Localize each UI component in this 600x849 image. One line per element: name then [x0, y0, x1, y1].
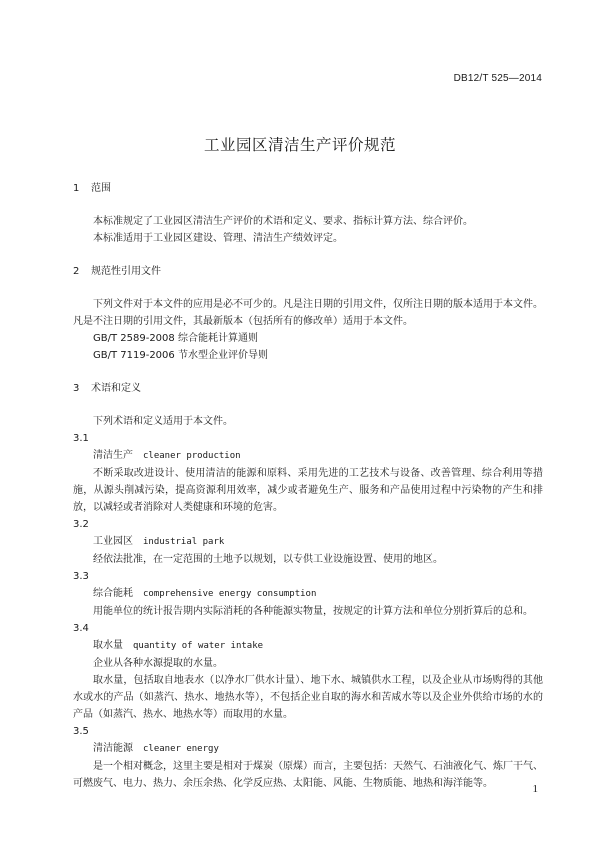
clause-number: 3.3 — [73, 571, 89, 582]
section-heading-terms-definitions — [73, 380, 543, 397]
clause-number: 3.5 — [73, 726, 89, 737]
term-english: comprehensive energy consumption — [143, 589, 317, 599]
term-chinese: 清洁能源 — [93, 743, 133, 754]
term-entry — [73, 637, 543, 655]
term-entry — [73, 447, 543, 465]
paragraph: 下列文件对于本文件的应用是必不可少的。凡是注日期的引用文件，仅所注日期的版本适用于本文件。凡是不注日期的引用文件，其最新版本（包括所有的修改单）适用于本文件。 — [73, 299, 543, 327]
paragraph: 本标准适用于工业园区建设、管理、清洁生产绩效评定。 — [93, 233, 343, 244]
term-definition: 取水量，包括取自地表水（以净水厂供水计量）、地下水、城镇供水工程，以及企业从市场购得的其他水或水的产品（如蒸汽、热水、地热水等），不包括企业自取的海水和苦咸水等以及企业外供给市场的水的产品（如蒸汽、热水、地热水等）而取用的水量。 — [73, 675, 543, 720]
term-entry — [73, 533, 543, 551]
term-chinese: 清洁生产 — [93, 450, 133, 461]
term-english: cleaner production — [143, 451, 241, 461]
reference-item: GB/T 2589-2008 综合能耗计算通则 — [93, 333, 258, 344]
clause-number: 3.2 — [73, 519, 89, 530]
term-definition: 用能单位的统计报告期内实际消耗的各种能源实物量，按规定的计算方法和单位分别折算后的总和。 — [93, 606, 533, 617]
reference-item: GB/T 7119-2006 节水型企业评价导则 — [93, 350, 268, 361]
term-definition: 不断采取改进设计、使用清洁的能源和原料、采用先进的工艺技术与设备、改善管理、综合利用等措施，从源头削减污染，提高资源利用效率，减少或者避免生产、服务和产品使用过程中污染物的产生和排放，以减轻或者消除对人类健康和环境的危害。 — [73, 468, 543, 513]
clause-number: 3.1 — [73, 433, 89, 444]
section-title: 规范性引用文件 — [91, 266, 161, 277]
section-title: 范围 — [91, 183, 111, 194]
document-title: 工业园区清洁生产评价规范 — [203, 136, 396, 154]
term-entry — [73, 585, 543, 603]
section-heading-normative-references — [73, 263, 543, 280]
term-entry — [73, 740, 543, 758]
clause-number: 3.4 — [73, 623, 89, 634]
term-chinese: 综合能耗 — [93, 588, 133, 599]
standard-code: DB12/T 525—2014 — [453, 73, 542, 84]
paragraph: 下列术语和定义适用于本文件。 — [93, 416, 233, 427]
term-english: industrial park — [143, 537, 225, 547]
section-number: 3 — [73, 383, 80, 394]
term-english: cleaner energy — [143, 744, 219, 754]
section-number: 1 — [73, 183, 80, 194]
section-title: 术语和定义 — [91, 383, 141, 394]
term-definition: 企业从各种水源提取的水量。 — [93, 658, 223, 669]
term-chinese: 工业园区 — [93, 536, 133, 547]
page-number: 1 — [532, 783, 538, 795]
document-body — [73, 180, 543, 792]
section-heading-scope — [73, 180, 543, 197]
term-chinese: 取水量 — [93, 640, 123, 651]
term-definition: 是一个相对概念，这里主要是相对于煤炭（原煤）而言，主要包括：天然气、石油液化气、炼厂干气、可燃废气、电力、热力、余压余热、化学反应热、太阳能、风能、生物质能、地热和海洋能等。 — [73, 761, 543, 789]
paragraph: 本标准规定了工业园区清洁生产评价的术语和定义、要求、指标计算方法、综合评价。 — [93, 216, 473, 227]
section-number: 2 — [73, 266, 80, 277]
term-english: quantity of water intake — [133, 641, 264, 651]
term-definition: 经依法批准，在一定范围的土地予以规划，以专供工业设施设置、使用的地区。 — [93, 554, 443, 565]
